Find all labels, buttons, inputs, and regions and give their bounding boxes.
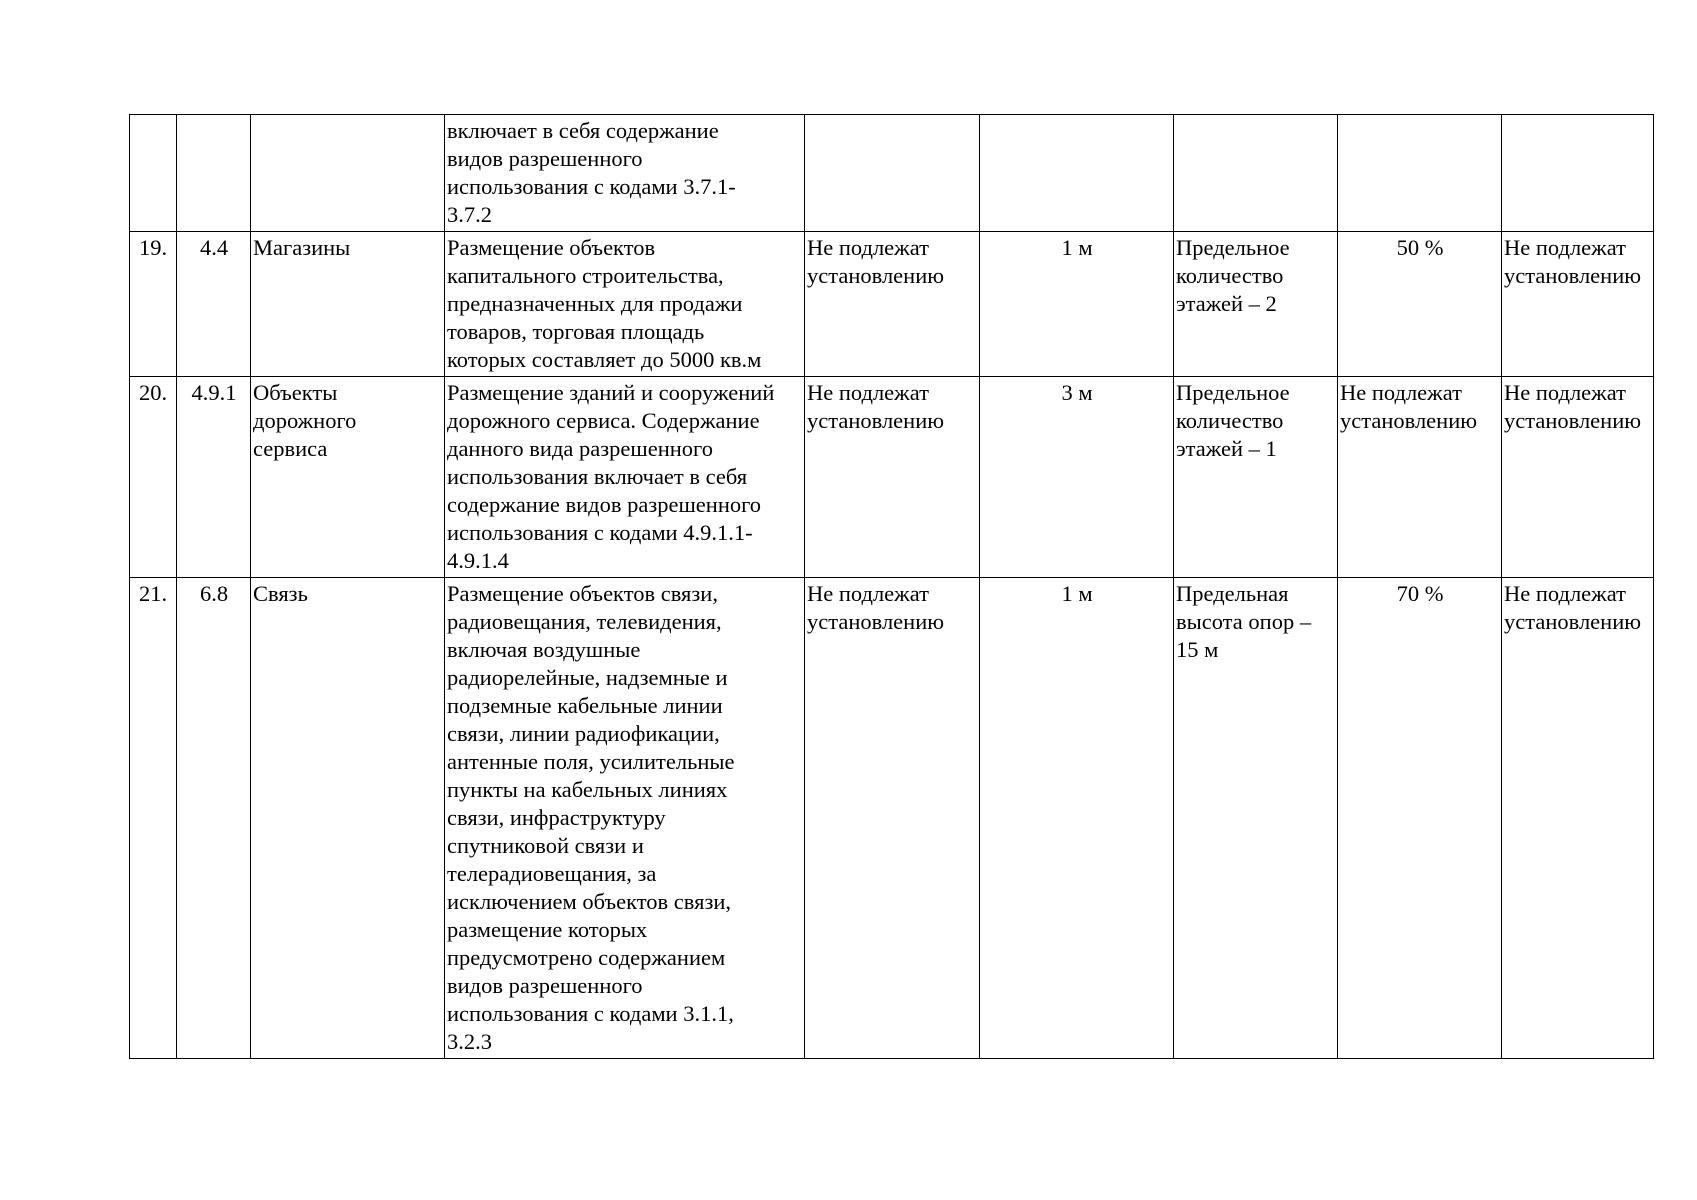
other-params: Не подлежат установлению bbox=[1502, 377, 1654, 578]
max-floors-height: Предельное количество этажей – 2 bbox=[1174, 232, 1338, 377]
use-description: включает в себя содержание видов разрешенного использования с кодами 3.7.1- 3.7.2 bbox=[445, 115, 805, 232]
use-name: Связь bbox=[251, 578, 445, 1059]
table-row bbox=[130, 578, 1654, 1059]
use-description: Размещение зданий и сооружений дорожного сервиса. Содержание данного вида разрешенного использования включает в себя содержание видов разрешенного использования с кодами 4.9.1.1- 4.9.1.4 bbox=[445, 377, 805, 578]
other-params: Не подлежат установлению bbox=[1502, 232, 1654, 377]
use-code: 6.8 bbox=[177, 578, 251, 1059]
min-setback: 3 м bbox=[980, 377, 1174, 578]
min-lot-size bbox=[805, 115, 980, 232]
row-number bbox=[130, 115, 177, 232]
min-lot-size: Не подлежат установлению bbox=[805, 232, 980, 377]
max-floors-height: Предельная высота опор – 15 м bbox=[1174, 578, 1338, 1059]
min-setback bbox=[980, 115, 1174, 232]
row-number: 20. bbox=[130, 377, 177, 578]
other-params: Не подлежат установлению bbox=[1502, 578, 1654, 1059]
min-setback: 1 м bbox=[980, 578, 1174, 1059]
land-use-table bbox=[129, 114, 1654, 1059]
other-params bbox=[1502, 115, 1654, 232]
max-coverage: 50 % bbox=[1338, 232, 1502, 377]
table-row bbox=[130, 232, 1654, 377]
min-setback: 1 м bbox=[980, 232, 1174, 377]
table-row bbox=[130, 115, 1654, 232]
use-code: 4.4 bbox=[177, 232, 251, 377]
use-name bbox=[251, 115, 445, 232]
min-lot-size: Не подлежат установлению bbox=[805, 377, 980, 578]
max-coverage bbox=[1338, 115, 1502, 232]
use-name: Магазины bbox=[251, 232, 445, 377]
row-number: 21. bbox=[130, 578, 177, 1059]
max-floors-height bbox=[1174, 115, 1338, 232]
min-lot-size: Не подлежат установлению bbox=[805, 578, 980, 1059]
table-row bbox=[130, 377, 1654, 578]
row-number: 19. bbox=[130, 232, 177, 377]
use-code bbox=[177, 115, 251, 232]
max-coverage: Не подлежат установлению bbox=[1338, 377, 1502, 578]
use-description: Размещение объектов связи, радиовещания, телевидения, включая воздушные радиорелейные, надземные и подземные кабельные линии связи, линии радиофикации, антенные поля, усилительные пункты на кабельных линиях связи, инфраструктуру спутниковой связи и телерадиовещания, за исключением объектов связи, размещение которых предусмотрено содержанием видов разрешенного использования с кодами 3.1.1, 3.2.3 bbox=[445, 578, 805, 1059]
use-code: 4.9.1 bbox=[177, 377, 251, 578]
max-floors-height: Предельное количество этажей – 1 bbox=[1174, 377, 1338, 578]
use-name: Объекты дорожного сервиса bbox=[251, 377, 445, 578]
use-description: Размещение объектов капитального строительства, предназначенных для продажи товаров, торговая площадь которых составляет до 5000 кв.м bbox=[445, 232, 805, 377]
max-coverage: 70 % bbox=[1338, 578, 1502, 1059]
